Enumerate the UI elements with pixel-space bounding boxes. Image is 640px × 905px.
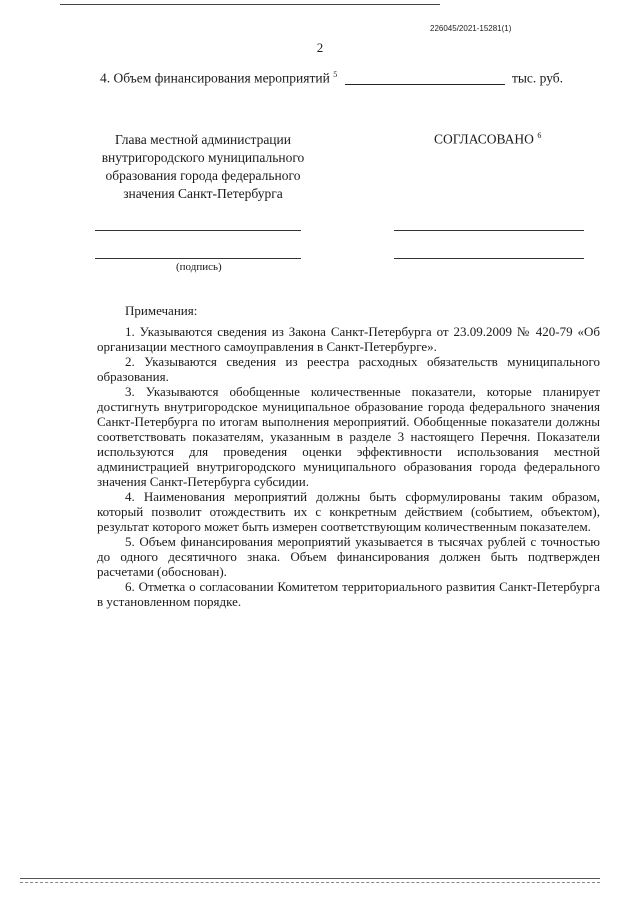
- signature-caption: (подпись): [176, 261, 222, 273]
- note-item: 4. Наименования мероприятий должны быть сформулированы таким образом, который позволит отождествить их с конкретным действием (событием, объектом), результат которого может быть измерен соответствующим количественным показателем.: [97, 489, 600, 534]
- funding-unit: тыс. руб.: [511, 70, 564, 86]
- document-number: 226045/2021-15281(1): [430, 24, 512, 33]
- notes-title: Примечания:: [125, 303, 198, 318]
- note-item: 2. Указываются сведения из реестра расходных обязательств муниципального образования.: [97, 354, 600, 384]
- head-of-administration-title: Глава местной администрации внутригородского муниципального образования города федерального значения Санкт-Петербурга: [101, 132, 305, 201]
- head-signature-line-1: [95, 230, 301, 231]
- bottom-rule: [20, 878, 600, 879]
- agreed-label: СОГЛАСОВАНО: [434, 131, 534, 147]
- note-item: 1. Указываются сведения из Закона Санкт-Петербурга от 23.09.2009 № 420-79 «Об организации местного самоуправления в Санкт-Петербурге».: [97, 324, 600, 354]
- agreed-footnote: 6: [537, 131, 542, 140]
- funding-line: [100, 70, 564, 87]
- funding-footnote: 5: [333, 70, 338, 79]
- note-item: 6. Отметка о согласовании Комитетом территориального развития Санкт-Петербурга в установленном порядке.: [97, 579, 600, 609]
- bottom-rule-dashed: [20, 882, 600, 883]
- note-item: 5. Объем финансирования мероприятий указывается в тысячах рублей с точностью до одного десятичного знака. Объем финансирования должен быть подтвержден расчетами (обоснован).: [97, 534, 600, 579]
- funding-label: 4. Объем финансирования мероприятий: [100, 70, 330, 86]
- funding-amount-blank: [345, 84, 505, 85]
- agreed-signature-line-2: [394, 258, 584, 259]
- top-rule: [60, 4, 440, 5]
- page-number: 2: [316, 40, 324, 55]
- agreed-signature-line-1: [394, 230, 584, 231]
- head-signature-line-2: [95, 258, 301, 259]
- note-item: 3. Указываются обобщенные количественные показатели, которые планирует достигнуть внутригородское муниципальное образование города федерального значения Санкт-Петербурга по итогам выполнения мероприятий. Обобщенные показатели должны соответствовать показателям, указанным в разделе 3 настоящего Перечня. Показатели используются для проведения оценки эффективности использования местной администрацией внутригородского муниципального образования города федерального значения Санкт-Петербурга субсидии.: [97, 384, 600, 489]
- agreed-heading: [434, 131, 541, 148]
- notes-section: [97, 303, 600, 609]
